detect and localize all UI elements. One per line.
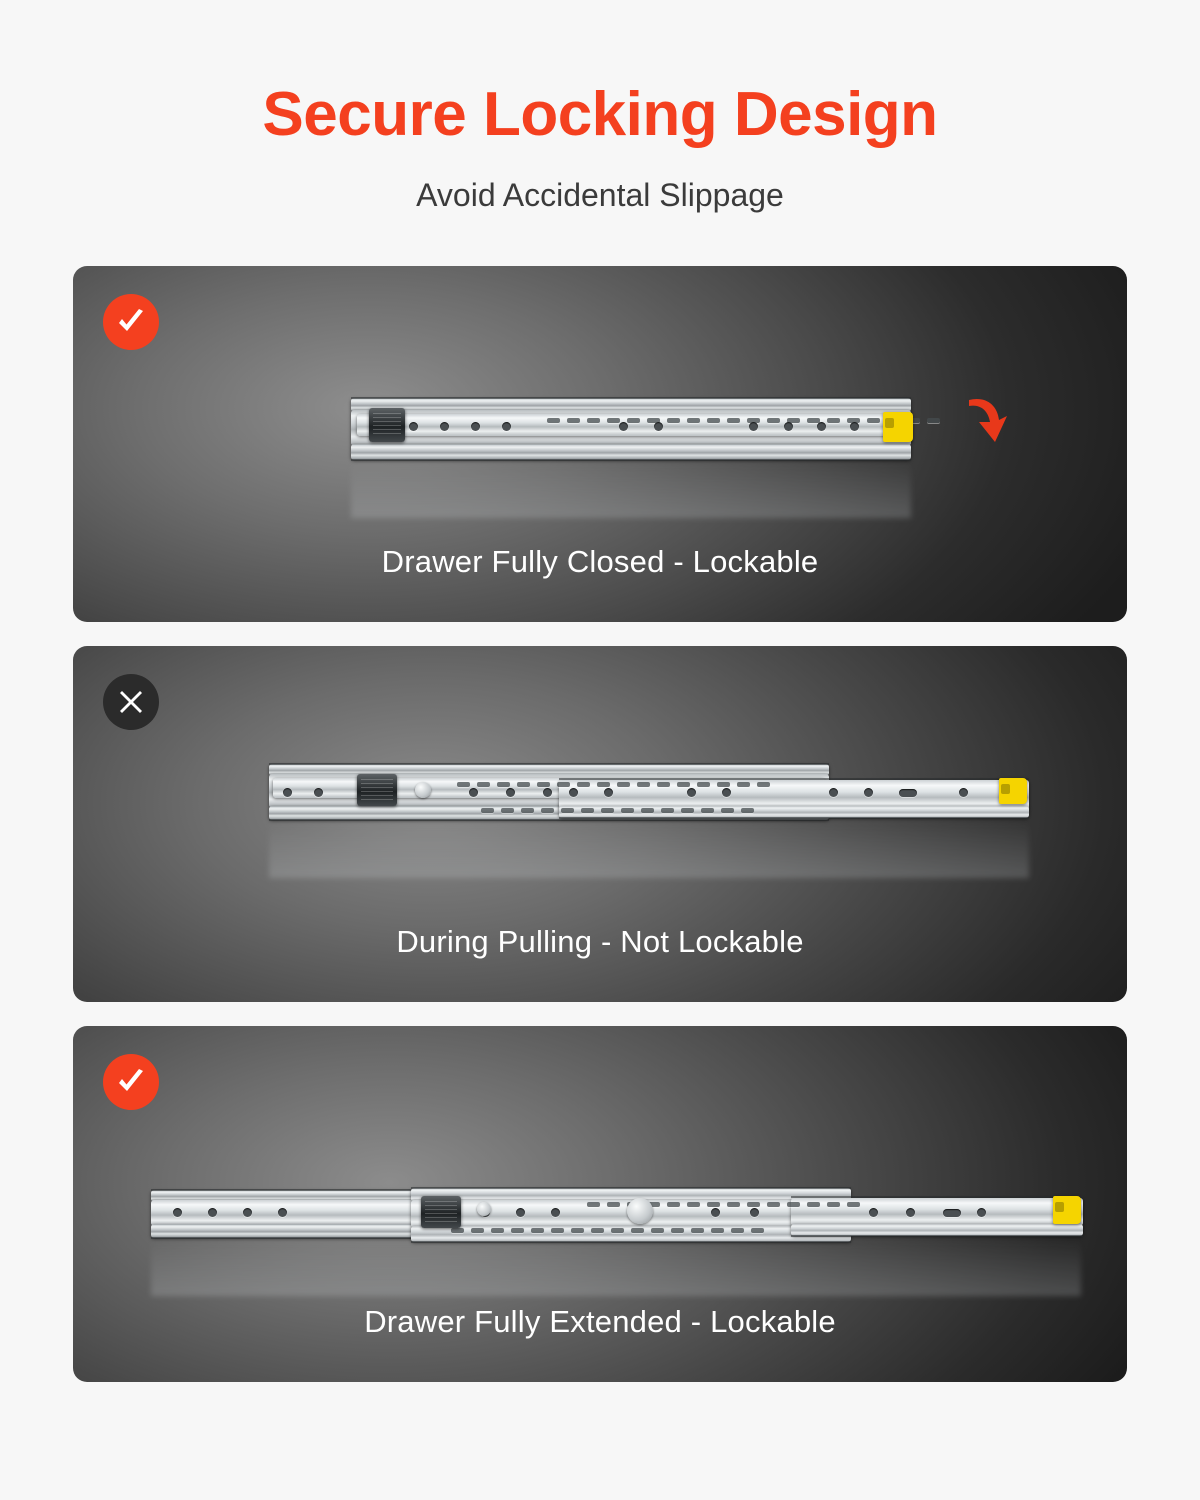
arrow-down-icon xyxy=(963,394,1009,452)
panel-caption: Drawer Fully Extended - Lockable xyxy=(364,1304,836,1340)
panel-caption: During Pulling - Not Lockable xyxy=(396,924,804,960)
page-subtitle: Avoid Accidental Slippage xyxy=(416,177,784,214)
drawer-slide-pulling xyxy=(269,754,1029,850)
lock-tab xyxy=(883,412,913,442)
panel-drawer-closed xyxy=(73,266,1127,622)
drawer-slide-extended xyxy=(151,1176,1081,1272)
page-header xyxy=(0,0,1200,214)
panel-drawer-pulling xyxy=(73,646,1127,1002)
page-title: Secure Locking Design xyxy=(262,80,938,149)
arrow-down-icon xyxy=(1121,1130,1127,1188)
drawer-slide-closed xyxy=(351,384,911,484)
lock-tab xyxy=(999,778,1027,804)
panel-list xyxy=(73,266,1127,1382)
lock-tab xyxy=(1053,1196,1081,1224)
panel-caption: Drawer Fully Closed - Lockable xyxy=(381,544,819,580)
panel-drawer-extended xyxy=(73,1026,1127,1382)
